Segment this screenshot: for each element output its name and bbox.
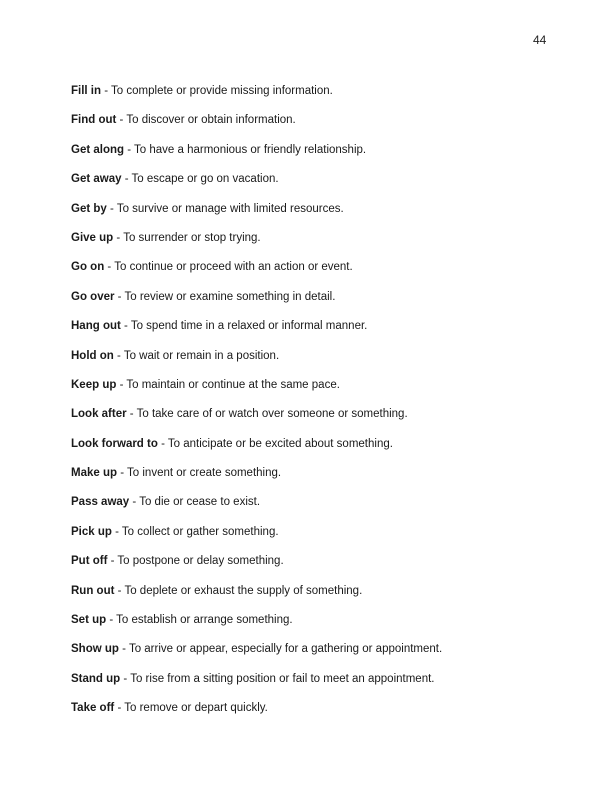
list-item [71, 113, 571, 142]
phrasal-verb-list [71, 84, 571, 731]
entry-separator: - [116, 114, 127, 127]
list-item [71, 143, 571, 172]
entry-term: Fill in [71, 85, 102, 97]
list-item [71, 202, 571, 231]
list-item [71, 466, 571, 495]
entry-term: Pass away [71, 496, 130, 509]
entry-definition: To survive or manage with limited resources. [116, 202, 344, 215]
entry-definition: To arrive or appear, especially for a gathering or appointment. [128, 643, 443, 656]
list-item [71, 407, 571, 436]
entry-definition: To invent or create something. [127, 467, 282, 480]
entry-term: Get away [71, 173, 122, 186]
list-item [71, 642, 571, 671]
entry-term: Hang out [71, 320, 121, 333]
entry-term: Give up [71, 231, 114, 244]
entry-separator: - [114, 584, 125, 597]
entry-term: Get along [71, 143, 125, 156]
entry-separator: - [157, 437, 168, 450]
list-item [71, 172, 571, 201]
entry-term: Get by [71, 202, 107, 215]
list-item [71, 437, 571, 466]
list-item [71, 290, 571, 319]
entry-separator: - [120, 672, 131, 685]
entry-separator: - [107, 555, 118, 568]
entry-separator: - [113, 231, 124, 244]
list-item [71, 495, 571, 524]
entry-definition: To postpone or delay something. [117, 555, 284, 568]
entry-term: Show up [71, 643, 119, 656]
entry-definition: To anticipate or be excited about something. [167, 437, 393, 450]
list-item [71, 260, 571, 289]
entry-definition: To wait or remain in a position. [123, 349, 280, 362]
entry-definition: To have a harmonious or friendly relationship. [134, 143, 367, 156]
entry-separator: - [116, 378, 127, 391]
entry-separator: - [101, 85, 112, 97]
entry-definition: To spend time in a relaxed or informal manner. [130, 320, 368, 333]
entry-definition: To deplete or exhaust the supply of something. [124, 584, 363, 597]
entry-term: Find out [71, 114, 117, 127]
entry-definition: To establish or arrange something. [116, 614, 293, 627]
entry-term: Take off [71, 702, 115, 715]
entry-separator: - [118, 643, 129, 656]
entry-separator: - [126, 408, 137, 421]
list-item [71, 701, 571, 730]
entry-definition: To maintain or continue at the same pace. [126, 378, 340, 391]
entry-term: Make up [71, 467, 118, 480]
entry-separator: - [124, 143, 135, 156]
entry-term: Stand up [71, 672, 121, 685]
entry-separator: - [104, 261, 115, 274]
entry-definition: To review or examine something in detail. [124, 290, 336, 303]
entry-definition: To remove or depart quickly. [124, 702, 268, 715]
entry-term: Look forward to [71, 437, 158, 450]
entry-separator: - [113, 349, 124, 362]
entry-definition: To discover or obtain information. [126, 114, 296, 127]
entry-separator: - [121, 173, 132, 186]
list-item [71, 378, 571, 407]
entry-term: Look after [71, 408, 127, 421]
entry-term: Go on [71, 261, 105, 274]
entry-separator: - [129, 496, 140, 509]
entry-separator: - [111, 525, 122, 538]
list-item [71, 584, 571, 613]
entry-term: Run out [71, 584, 115, 597]
entry-definition: To continue or proceed with an action or event. [114, 261, 353, 274]
entry-definition: To escape or go on vacation. [131, 173, 279, 186]
entry-definition: To surrender or stop trying. [123, 231, 261, 244]
entry-definition: To rise from a sitting position or fail to meet an appointment. [130, 672, 435, 685]
entry-separator: - [106, 202, 117, 215]
list-item [71, 349, 571, 378]
entry-term: Put off [71, 555, 108, 568]
entry-term: Pick up [71, 525, 112, 538]
list-item [71, 672, 571, 701]
entry-term: Hold on [71, 349, 114, 362]
list-item [71, 554, 571, 583]
entry-definition: To collect or gather something. [121, 525, 279, 538]
entry-definition: To complete or provide missing information. [111, 85, 333, 97]
entry-separator: - [117, 467, 128, 480]
list-item [71, 613, 571, 642]
entry-separator: - [114, 702, 125, 715]
list-item [71, 231, 571, 260]
entry-term: Set up [71, 614, 107, 627]
entry-term: Go over [71, 290, 115, 303]
entry-separator: - [106, 614, 117, 627]
list-item [71, 319, 571, 348]
list-item [71, 84, 571, 113]
entry-definition: To die or cease to exist. [139, 496, 261, 509]
entry-separator: - [114, 290, 125, 303]
entry-separator: - [120, 320, 131, 333]
entry-term: Keep up [71, 378, 117, 391]
entry-definition: To take care of or watch over someone or something. [136, 408, 408, 421]
page-number: 44 [533, 33, 547, 47]
list-item [71, 525, 571, 554]
